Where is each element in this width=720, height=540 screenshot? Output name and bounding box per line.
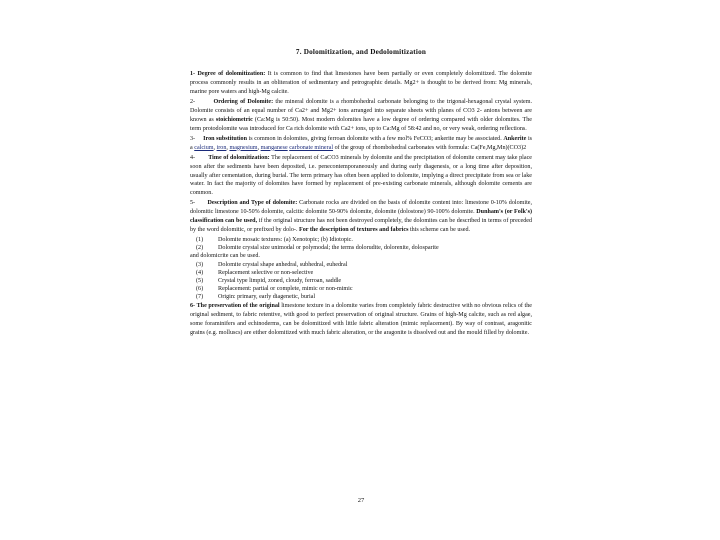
list-item-text: Dolomite mosaic textures: (a) Xenotopic; (b) Idiotopic. [218, 237, 353, 244]
list-item [196, 269, 532, 277]
paragraph-number: 3- [190, 135, 196, 142]
link-separator: , [257, 144, 261, 151]
paragraph-text: the mineral dolomite is a rhombohedral carbonate belonging to the trigonal-hexagonal crystal system. Dolomite consists of an equal number of Ca2+ and Mg2+ ions arranged into separate sheets with planes of CO3 2- anions between are known as [190, 98, 533, 123]
term-stoichiometric: stoichiometric [215, 116, 253, 123]
list-item-text: Replacement selective or non-selective [218, 269, 314, 276]
link-iron[interactable]: iron [216, 144, 227, 151]
paragraph-description-and-type [190, 199, 532, 235]
paragraph-number: 4- [190, 154, 196, 161]
paragraph-label: Time of dolomitization: [208, 154, 270, 161]
paragraph-degree-of-dolomitization [190, 70, 532, 97]
page-number: 27 [357, 497, 365, 504]
link-manganese[interactable]: manganese [260, 144, 288, 151]
paragraph-text-continued: is a [190, 135, 533, 151]
paragraph-label: Iron substitution [203, 135, 247, 142]
list-item-text: and dolomicrite can be used. [190, 253, 260, 260]
paragraph-label: 1- Degree of dolomitization: [190, 71, 266, 77]
list-item-number: (6) [196, 285, 204, 292]
paragraph-text: The replacement of CaCO3 minerals by dolomite and the precipitation of dolomite cement may take place soon after the sediments have been deposited, i.e. penecontemporaneously and during early diagenesis, or a long time after deposition, usually after cementation, during burial. The term primary has often been applied to dolomite, implying a direct precipitate from sea or lake water. In fact the majority of dolomites have formed by replacement of pre-existing carbonate minerals, although dolomite cements are common. [190, 154, 532, 197]
link-separator: , [213, 144, 217, 151]
list-item-text: Dolomite crystal shape anhedral, subhedral, euhedral [218, 261, 348, 268]
paragraph-number: 2- [190, 98, 196, 105]
list-item-number: (5) [196, 277, 204, 284]
link-magnesium[interactable]: magnesium [229, 144, 258, 151]
paragraph-text: is common in dolomites, giving ferroan dolomite with a few mol% FeCO3; ankerite may be associated. [246, 135, 504, 142]
list-item [196, 236, 532, 244]
link-separator: , [226, 144, 230, 151]
list-item-text: Dolomite crystal size unimodal or polymodal; the terms dolorudite, dolorenite, dolosparite [218, 245, 439, 252]
term-textures-fabrics: For the description of textures and fabrics [299, 227, 409, 234]
term-ankerite: Ankerite [503, 135, 527, 142]
list-item-number: (1) [196, 237, 204, 244]
paragraph-label: 6- The preservation of the original [190, 303, 280, 309]
list-item-number: (3) [196, 261, 204, 268]
term-classification: Dunham's (or Folk's) classification can be used, [190, 209, 532, 225]
paragraph-text-continued: (Ca:Mg is 50:50). Most modern dolomites have a low degree of ordering compared with older dolomites. The term protodolomite was introduced for Ca rich dolomite with Ca2+ ions, up to Ca:Mg of 58:42 and no, or very weak, ordering reflections. [190, 116, 533, 132]
paragraph-text-end: of the group of rhombohedral carbonates with formula: Ca(Fe,Mg,Mn)(CO3)2 [333, 144, 527, 151]
paragraph-text-continued: if the original structure has not been destroyed completely, the dolomites can be described in terms of preceded by the word dolomitic, or prefixed by dolo-. [190, 218, 532, 234]
paragraph-text: Carbonate rocks are divided on the basis of dolomite content into: limestone 0-10% dolomite, dolomitic limestone 10-50% dolomite, calcitic dolomite 50-90% dolomite, dolomite (dolostone) 90-100% dolomite. [190, 200, 532, 216]
paragraph-iron-substitution [190, 135, 532, 153]
texture-description-list [190, 236, 532, 301]
list-item-continuation [190, 252, 532, 260]
list-item-number: (7) [196, 293, 204, 300]
list-item [196, 277, 532, 285]
list-item-text: Replacement: partial or complete, mimic or non-mimic [218, 285, 353, 292]
link-calcium[interactable]: calcium [194, 144, 214, 151]
paragraph-text-end: this scheme can be used. [408, 227, 471, 234]
paragraph-preservation [190, 302, 532, 338]
paragraph-ordering-of-dolomite [190, 98, 532, 134]
link-carbonate-mineral[interactable]: carbonate mineral [289, 144, 334, 151]
list-item [196, 261, 532, 269]
section-heading: 7. Dolomitization, and Dedolomitization [295, 48, 427, 56]
paragraph-text: limestone texture in a dolomite varies from completely fabric destructive with no obvious relics of the original sediment, to fabric retentive, with good to perfect preservation of original structure. Grains of high-Mg calcite, such as red algae, some foraminifers and echinoderms, can be dolomitized with little fabric alteration (mimic replacement). By way of contrast, aragonitic grains (e.g. molluscs) are either dolomitized with much fabric alteration, or the aragonite is dissolved out and the mould filled by dolomite. [190, 303, 532, 336]
paragraph-text: It is common to find that limestones have been partially or even completely dolomitized. The dolomite process commonly results in an obliteration of sedimentary and petrographic details. Mg2+ is thought to be derived from: Mg minerals, marine pore waters and high-Mg calcite. [190, 71, 532, 95]
list-item-text: Origin: primary, early diagenetic, burial [218, 293, 316, 300]
paragraph-label: Ordering of Dolomite: [213, 98, 274, 105]
list-item [196, 244, 532, 252]
list-item-number: (2) [196, 245, 204, 252]
list-item-text: Crystal type limpid, zoned, cloudy, ferroan, saddle [218, 277, 342, 284]
paragraph-time-of-dolomitization [190, 154, 532, 199]
paragraph-number: 5- [190, 200, 196, 207]
list-item [196, 293, 532, 301]
list-item [196, 285, 532, 293]
document-body [190, 70, 532, 339]
paragraph-label: Description and Type of dolomite: [207, 200, 298, 207]
list-item-number: (4) [196, 269, 204, 276]
